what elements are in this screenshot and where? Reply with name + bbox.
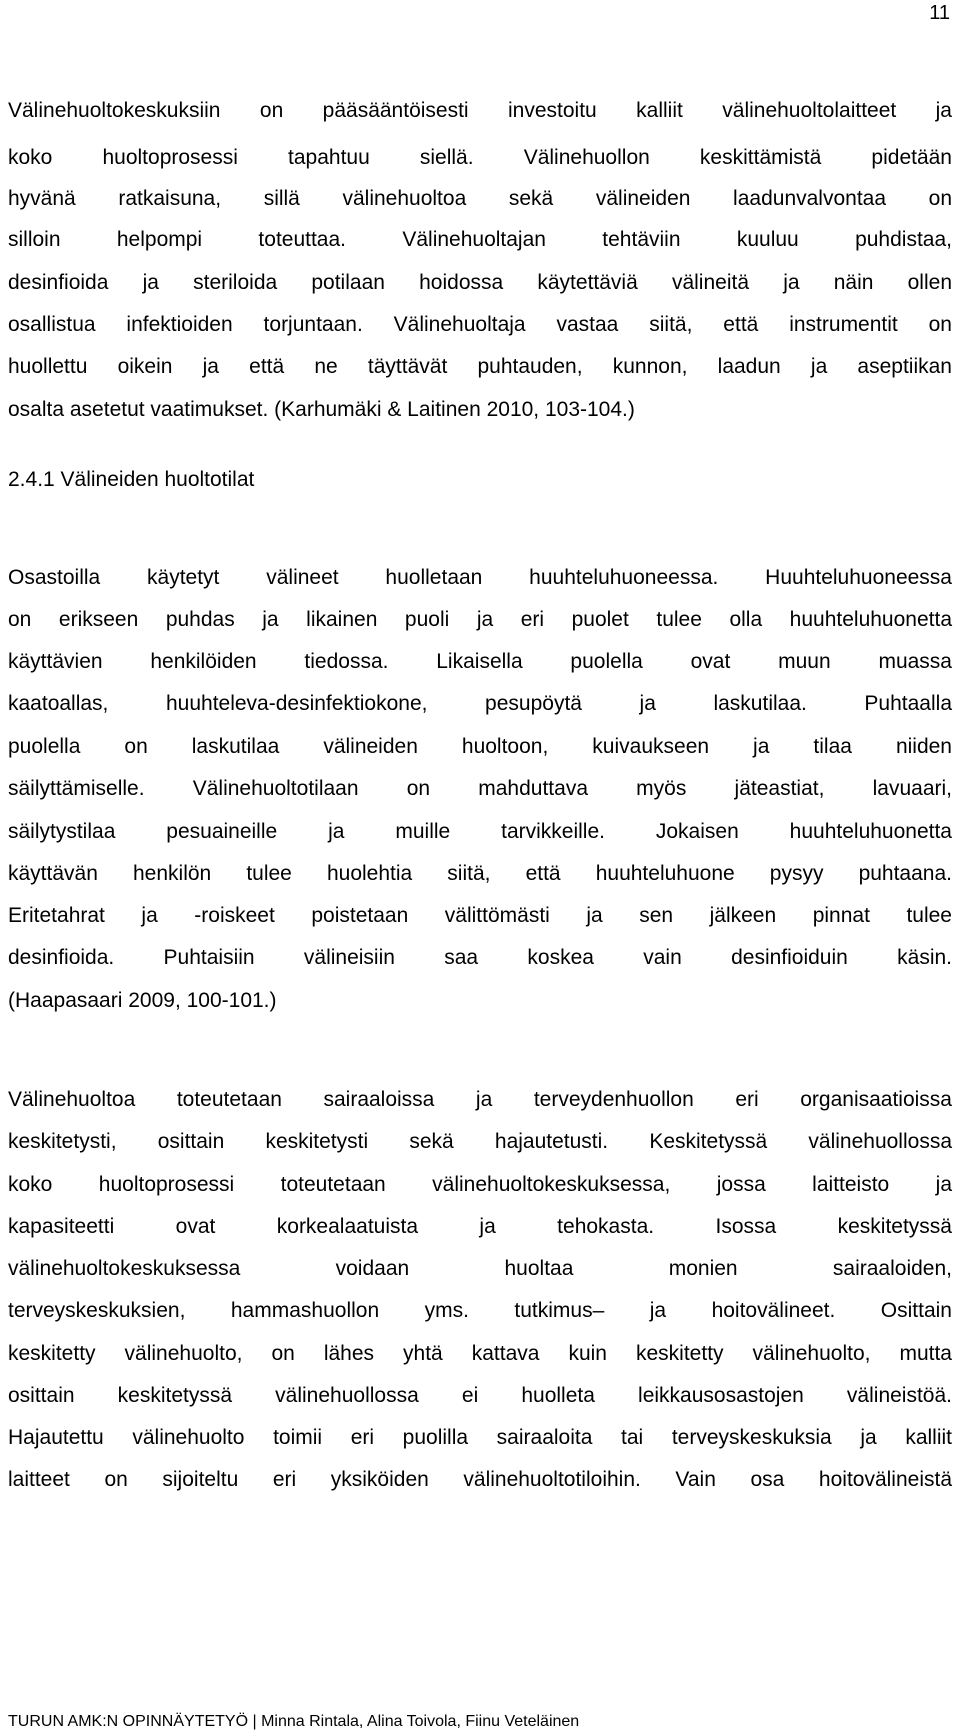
text-line: keskitetysti, osittain keskitetysti sekä hajautetusti. Keskitetyssä välinehuollossa (8, 1130, 952, 1153)
text-line: käyttävän henkilön tulee huolehtia siitä, että huuhteluhuone pysyy puhtaana. (8, 862, 952, 885)
text-line: koko huoltoprosessi toteutetaan välinehuoltokeskuksessa, jossa laitteisto ja (8, 1173, 952, 1196)
section-heading: 2.4.1 Välineiden huoltotilat (8, 468, 255, 491)
text-line: desinfioida ja steriloida potilaan hoidossa käytettäviä välineitä ja näin ollen (8, 271, 952, 294)
text-line: hyvänä ratkaisuna, sillä välinehuoltoa sekä välineiden laadunvalvontaa on (8, 187, 952, 210)
text-line: Hajautettu välinehuolto toimii eri puolilla sairaaloita tai terveyskeskuksia ja kalliit (8, 1426, 952, 1449)
text-line: kaatoallas, huuhteleva-desinfektiokone, pesupöytä ja laskutilaa. Puhtaalla (8, 692, 952, 715)
text-line: terveyskeskuksien, hammashuollon yms. tutkimus– ja hoitovälineet. Osittain (8, 1299, 952, 1322)
text-line: käyttävien henkilöiden tiedossa. Likaisella puolella ovat muun muassa (8, 650, 952, 673)
text-line: säilytystilaa pesuaineille ja muille tarvikkeille. Jokaisen huuhteluhuonetta (8, 820, 952, 843)
text-line: on erikseen puhdas ja likainen puoli ja eri puolet tulee olla huuhteluhuonetta (8, 608, 952, 631)
text-line: desinfioida. Puhtaisiin välineisiin saa koskea vain desinfioiduin käsin. (8, 946, 952, 969)
text-line: osalta asetetut vaatimukset. (Karhumäki & Laitinen 2010, 103-104.) (8, 398, 635, 421)
text-line: Välinehuoltoa toteutetaan sairaaloissa ja terveydenhuollon eri organisaatioissa (8, 1088, 952, 1111)
text-line: silloin helpompi toteuttaa. Välinehuoltajan tehtäviin kuuluu puhdistaa, (8, 228, 952, 251)
page-footer: TURUN AMK:N OPINNÄYTETYÖ | Minna Rintala, Alina Toivola, Fiinu Veteläinen (8, 1713, 580, 1730)
page-number: 11 (929, 2, 950, 24)
text-line: osallistua infektioiden torjuntaan. Välinehuoltaja vastaa siitä, että instrumentit on (8, 313, 952, 336)
text-line: osittain keskitetyssä välinehuollossa ei huolleta leikkausosastojen välineistöä. (8, 1384, 952, 1407)
text-line: Eritetahrat ja -roiskeet poistetaan välittömästi ja sen jälkeen pinnat tulee (8, 904, 952, 927)
text-line: (Haapasaari 2009, 100-101.) (8, 989, 277, 1012)
text-line: koko huoltoprosessi tapahtuu siellä. Välinehuollon keskittämistä pidetään (8, 146, 952, 169)
text-line: välinehuoltokeskuksessa voidaan huoltaa monien sairaaloiden, (8, 1257, 952, 1280)
text-line: laitteet on sijoiteltu eri yksiköiden välinehuoltotiloihin. Vain osa hoitovälineistä (8, 1468, 952, 1491)
text-line: Välinehuoltokeskuksiin on pääsääntöisesti investoitu kalliit välinehuoltolaitteet ja (8, 99, 952, 122)
text-line: huollettu oikein ja että ne täyttävät puhtauden, kunnon, laadun ja aseptiikan (8, 355, 952, 378)
text-line: säilyttämiselle. Välinehuoltotilaan on mahduttava myös jäteastiat, lavuaari, (8, 777, 952, 800)
text-line: keskitetty välinehuolto, on lähes yhtä kattava kuin keskitetty välinehuolto, mutta (8, 1342, 952, 1365)
text-line: kapasiteetti ovat korkealaatuista ja tehokasta. Isossa keskitetyssä (8, 1215, 952, 1238)
text-line: puolella on laskutilaa välineiden huoltoon, kuivaukseen ja tilaa niiden (8, 735, 952, 758)
text-line: Osastoilla käytetyt välineet huolletaan huuhteluhuoneessa. Huuhteluhuoneessa (8, 566, 952, 589)
